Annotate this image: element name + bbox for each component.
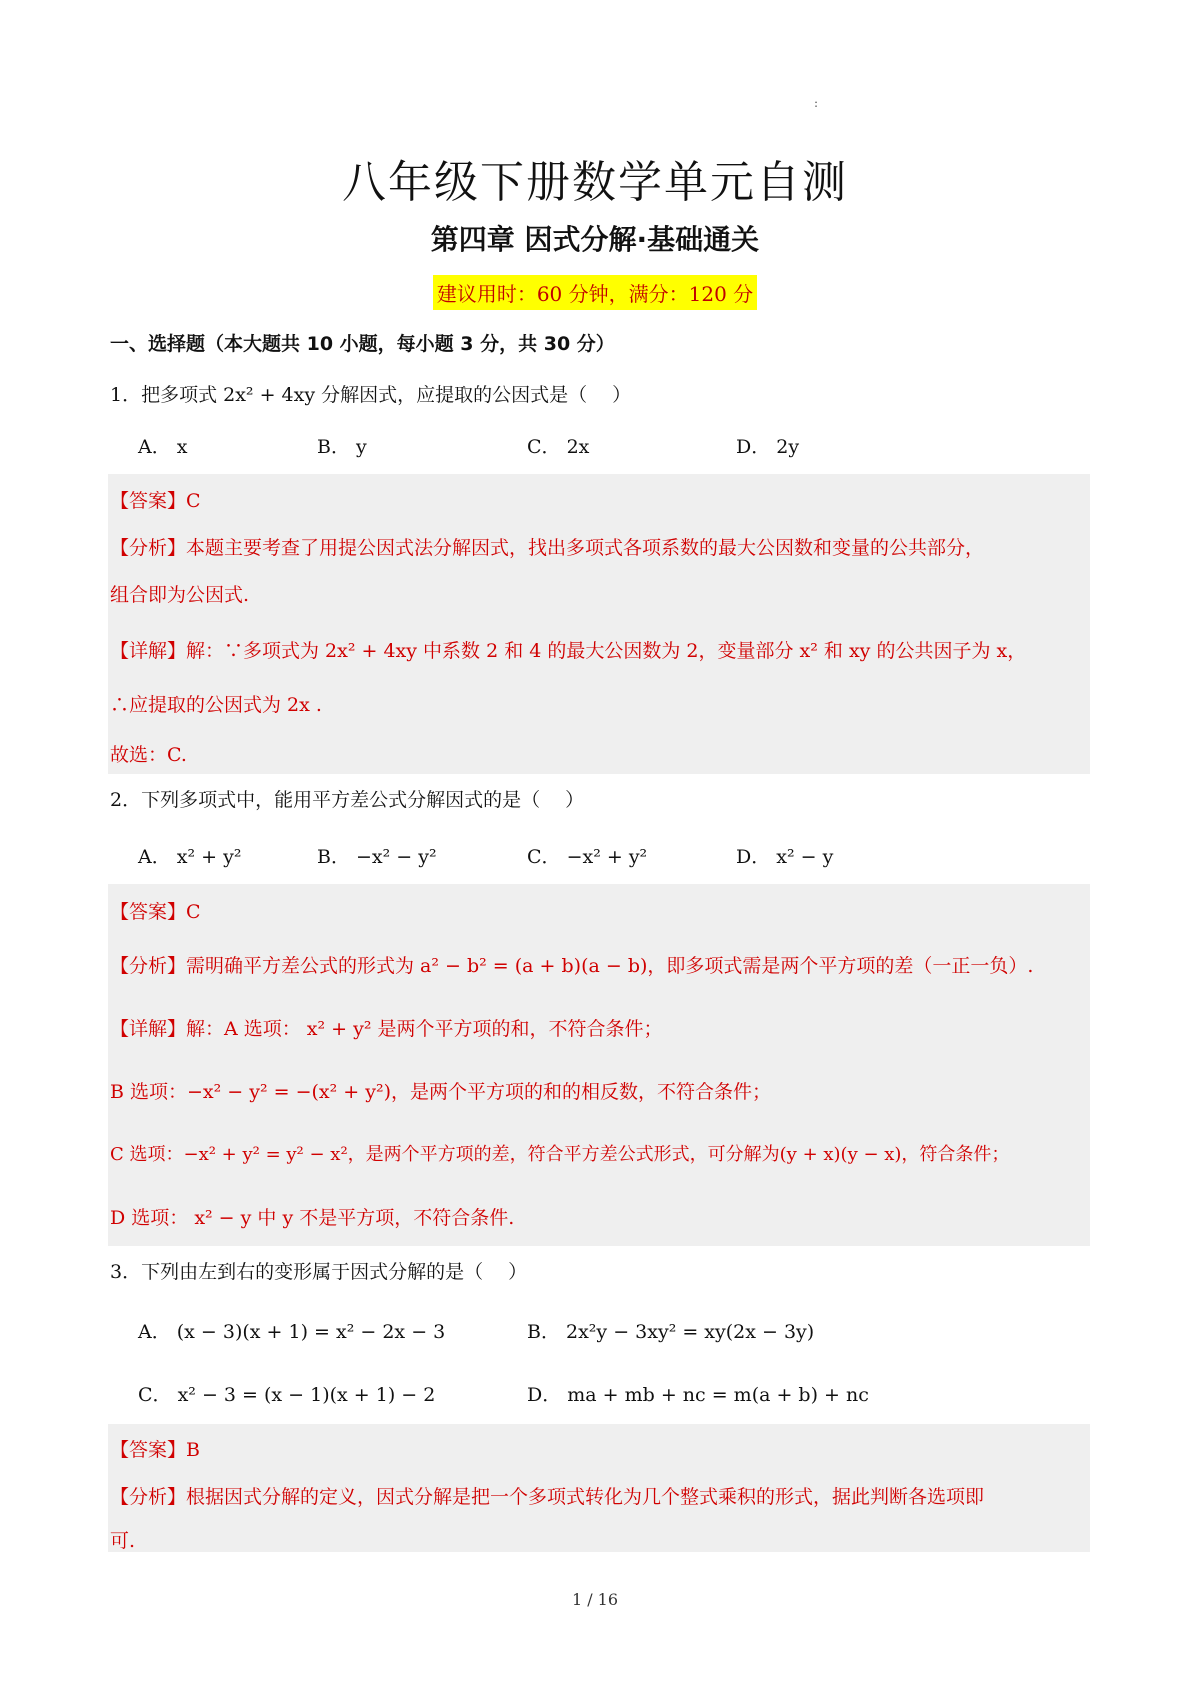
q2-detail-line3: C 选项：−x² + y² = y² − x²，是两个平方项的差，符合平方差公式形式，可分解为(y + x)(y − x)，符合条件； [110, 1144, 1010, 1165]
q1-option-c: C． 2x [527, 436, 590, 458]
q1-option-d: D． 2y [736, 436, 800, 458]
q2-option-d: D． x² − y [736, 846, 834, 868]
q1-answer-box [108, 474, 1090, 774]
question-1-stem: 1．把多项式 2x² + 4xy 分解因式，应提取的公因式是（ ） [110, 384, 632, 406]
q1-answer: 【答案】C [110, 490, 201, 512]
q2-detail-line1: 【详解】解：A 选项： x² + y² 是两个平方项的和，不符合条件； [110, 1018, 663, 1040]
q2-answer: 【答案】C [110, 901, 201, 923]
q3-analysis-line1: 【分析】根据因式分解的定义，因式分解是把一个多项式转化为几个整式乘积的形式，据此判断各选项即 [110, 1486, 985, 1508]
page-number: 1 / 16 [571, 1590, 619, 1609]
q3-option-a: A． (x − 3)(x + 1) = x² − 2x − 3 [138, 1321, 446, 1343]
page-subtitle: 第四章 因式分解·基础通关 [430, 223, 760, 256]
q1-option-a: A． x [138, 436, 188, 458]
q1-detail-line3: 故选：C. [110, 744, 187, 766]
q2-option-a: A． x² + y² [138, 846, 242, 868]
q2-detail-line2: B 选项：−x² − y² = −(x² + y²)，是两个平方项的和的相反数，不符合条件； [110, 1081, 772, 1103]
q1-option-b: B． y [317, 436, 367, 458]
time-limit-badge: 建议用时：60 分钟，满分：120 分 [433, 275, 757, 310]
q3-option-b: B． 2x²y − 3xy² = xy(2x − 3y) [527, 1321, 815, 1343]
q2-option-b: B． −x² − y² [317, 846, 437, 868]
q2-detail-line4: D 选项： x² − y 中 y 不是平方项，不符合条件. [110, 1207, 515, 1229]
q1-detail-line2: ∴应提取的公因式为 2x . [110, 694, 322, 716]
page-title: 八年级下册数学单元自测 [342, 157, 848, 208]
page-mark: : [814, 96, 819, 110]
q3-option-d: D． ma + mb + nc = m(a + b) + nc [527, 1384, 869, 1406]
question-2-stem: 2．下列多项式中，能用平方差公式分解因式的是（ ） [110, 789, 585, 811]
q1-detail-line1: 【详解】解：∵多项式为 2x² + 4xy 中系数 2 和 4 的最大公因数为 2，变量部分 x² 和 xy 的公共因子为 x， [110, 640, 1027, 662]
q3-option-c: C． x² − 3 = (x − 1)(x + 1) − 2 [138, 1384, 436, 1406]
q2-option-c: C． −x² + y² [527, 846, 648, 868]
q2-analysis: 【分析】需明确平方差公式的形式为 a² − b² = (a + b)(a − b)，即多项式需是两个平方项的差（一正一负）. [110, 955, 1034, 977]
question-3-stem: 3．下列由左到右的变形属于因式分解的是（ ） [110, 1261, 528, 1283]
q1-analysis-line2: 组合即为公因式. [110, 584, 250, 606]
q2-answer-box [108, 884, 1090, 1246]
q3-analysis-line2: 可. [110, 1530, 136, 1552]
q3-answer: 【答案】B [110, 1439, 200, 1461]
section-heading: 一、选择题（本大题共 10 小题，每小题 3 分，共 30 分） [110, 333, 615, 355]
q1-analysis-line1: 【分析】本题主要考查了用提公因式法分解因式，找出多项式各项系数的最大公因数和变量的公共部分， [110, 537, 985, 559]
